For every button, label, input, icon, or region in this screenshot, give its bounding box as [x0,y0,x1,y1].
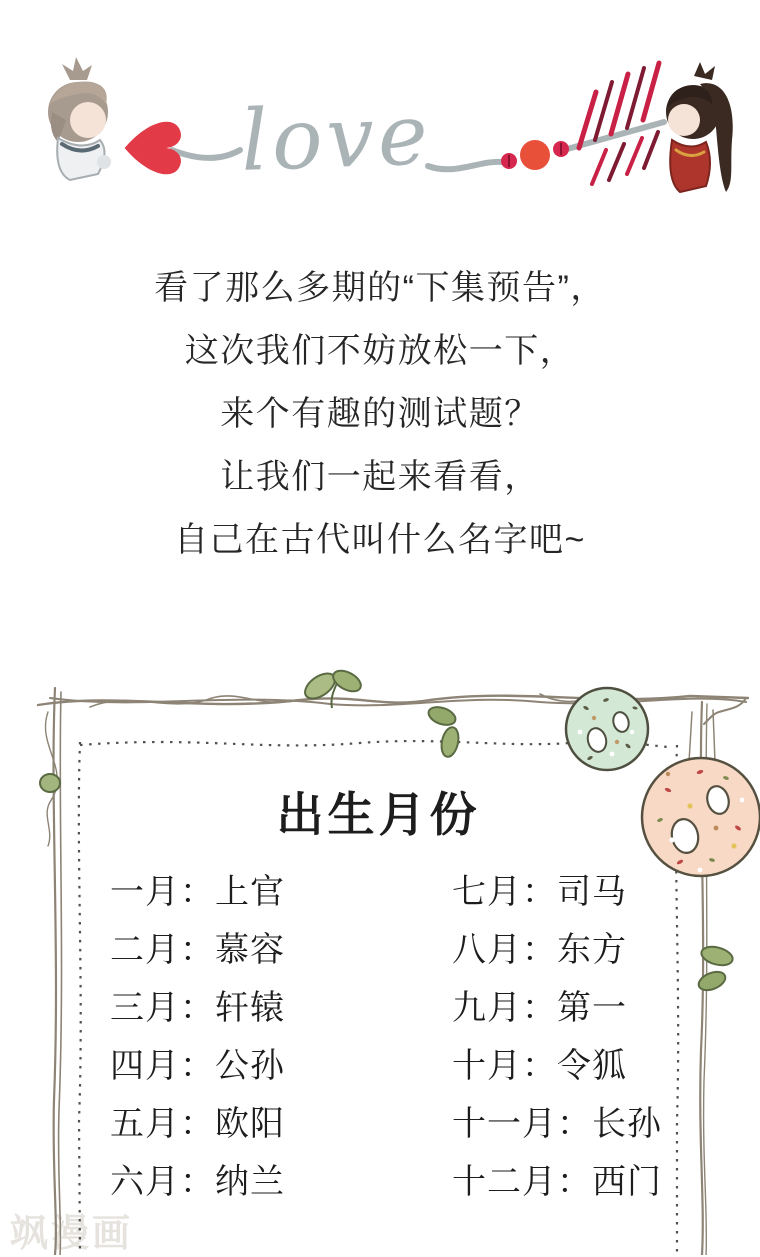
left-chibi-illustration [48,57,111,180]
list-item-apr: 四月：公孙 [110,1047,285,1085]
header-banner [0,0,760,215]
list-item-jul: 七月：司马 [452,873,627,911]
green-egg-ornament [566,688,648,770]
month-list-right [452,863,662,1211]
list-item-dec: 十二月：西门 [452,1163,662,1201]
right-chibi-illustration [666,62,733,192]
arrow-feather-icon [579,63,659,184]
list-item-jun: 六月：纳兰 [110,1163,285,1201]
intro-text [0,257,760,572]
thread-line [172,150,240,158]
list-item-sep: 九月：第一 [452,989,627,1027]
list-item-may: 五月：欧阳 [110,1105,285,1143]
list-item-nov: 十一月：长孙 [452,1105,662,1143]
intro-line-5: 自己在古代叫什么名字吧~ [174,521,586,559]
list-item-jan: 一月：上官 [110,873,285,911]
intro-line-3: 来个有趣的测试题？ [220,395,540,433]
list-item-aug: 八月：东方 [452,931,627,969]
love-script-text: love [239,85,434,190]
list-item-mar: 三月：轩辕 [110,989,285,1027]
intro-line-1: 看了那么多期的“下集预告”， [154,269,606,307]
card-title: 出生月份 [276,788,481,841]
arrow-beads [501,140,569,170]
list-item-feb: 二月：慕容 [110,931,285,969]
intro-line-4: 让我们一起来看看， [220,458,540,496]
watermark: 飒漫画 [10,1213,134,1255]
thread-line-2 [428,162,502,169]
quiz-card [0,650,760,1255]
list-item-oct: 十月：令狐 [452,1047,627,1085]
month-list-left [110,863,285,1211]
intro-line-2: 这次我们不妨放松一下， [184,332,576,370]
